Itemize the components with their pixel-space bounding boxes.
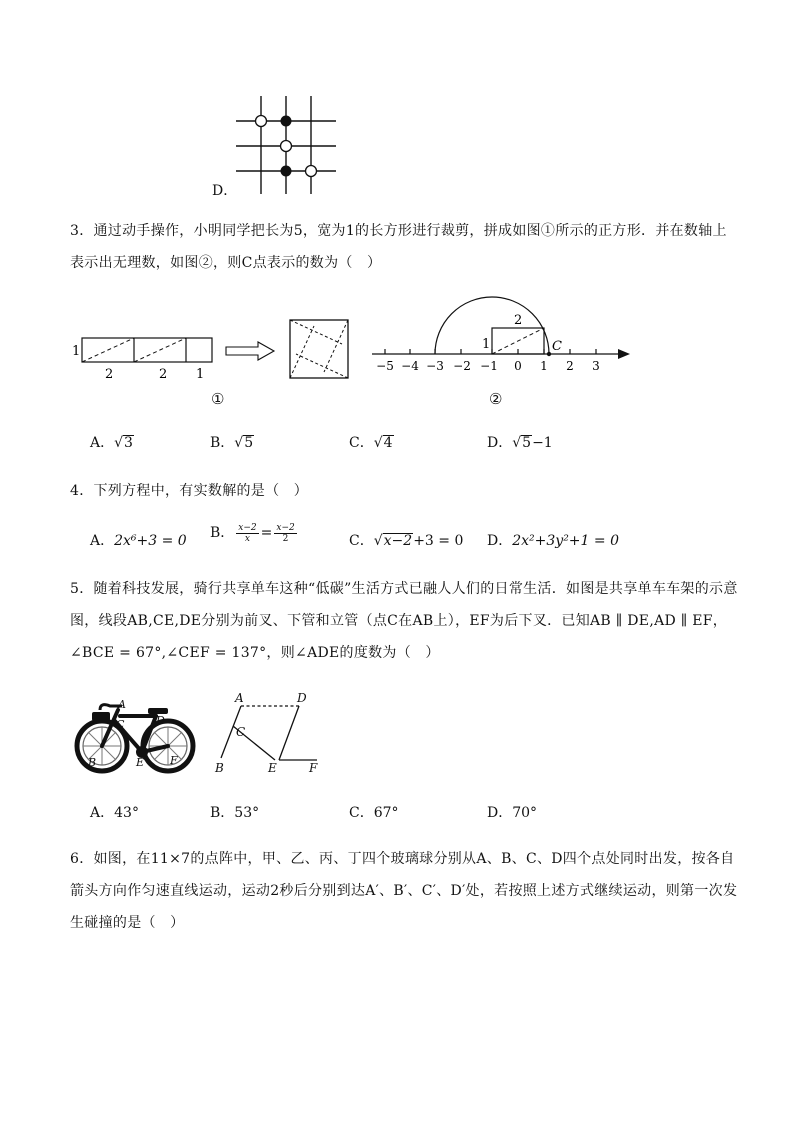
q3-figure-1-square (288, 318, 350, 380)
fraction-numerator: x−2 (276, 522, 295, 533)
q3-stem-line-2: 表示出无理数，如图②，则C点表示的数为（ ） (70, 255, 382, 271)
option-value: 67° (373, 805, 399, 821)
black-stone (281, 166, 292, 177)
q3-option-d[interactable]: D．√5−1 (487, 435, 553, 451)
bike-label-f: F (170, 754, 178, 767)
q4-stem: 4．下列方程中，有实数解的是（ ） (70, 483, 309, 499)
diagram-label-b: B (215, 761, 224, 775)
tick-label: 1 (540, 359, 548, 373)
bicycle-illustration (70, 688, 200, 776)
q5-option-a[interactable] (90, 802, 139, 822)
q6-stem-line-2: 箭头方向作匀速直线运动，运动2秒后分别到达A′、B′、C′、D′处，若按照上述方式继续运动，则第一次发 (70, 883, 738, 899)
option-letter: A． (90, 533, 115, 549)
tick-label: 0 (514, 359, 522, 373)
option-letter: B． (210, 435, 235, 451)
tick-label: 3 (592, 359, 600, 373)
tick-label: −1 (480, 359, 498, 373)
q5-option-c[interactable] (349, 802, 399, 822)
q5-option-d[interactable] (487, 802, 537, 822)
option-letter: C． (349, 533, 374, 549)
bike-label-c: C (116, 718, 125, 731)
transform-arrow-icon (224, 340, 276, 362)
bike-label-d: D (156, 714, 165, 727)
white-stone (281, 141, 292, 152)
q6-stem-line-3: 生碰撞的是（ ） (70, 915, 185, 931)
option-letter: B． (210, 805, 235, 821)
diagram-label-e: E (268, 761, 277, 775)
q4-option-c[interactable]: C．√x−2+3 = 0 (349, 533, 464, 549)
q3-fig1-side-label: 1 (72, 344, 81, 359)
q3-fig2-caption: ② (489, 390, 503, 408)
option-value: 5 (522, 435, 532, 451)
q4-option-d[interactable] (487, 530, 619, 550)
diagram-label-a: A (235, 691, 244, 705)
diagram-label-d: D (297, 691, 307, 705)
q3-fig1-seg-label: 2 (159, 367, 168, 382)
q3-figure-2-number-line (368, 290, 633, 378)
tick-label: −5 (376, 359, 394, 373)
q3-fig1-caption: ① (211, 390, 225, 408)
q3-figure-1-rectangle (68, 328, 218, 388)
diagram-label-c: C (236, 725, 246, 739)
option-equation-tail: +3 = 0 (413, 533, 464, 549)
q6-stem-line-1: 6．如图，在11×7的点阵中，甲、乙、丙、丁四个玻璃球分别从A、B、C、D四个点处同时出发，按各自 (70, 851, 735, 867)
bike-label-b: B (88, 756, 97, 769)
white-stone (256, 116, 267, 127)
option-letter: B． (210, 525, 235, 541)
q3-stem-line-1: 3．通过动手操作，小明同学把长为5，宽为1的长方形进行裁剪，拼成如图①所示的正方形．并在数轴上 (70, 223, 727, 239)
q4-option-b[interactable]: B． $\frac{x-2}{x}$ = $\frac{x-2}{2}$ (210, 522, 295, 544)
q2-option-d-label: D． (212, 183, 238, 199)
option-letter: D． (487, 805, 513, 821)
q5-stem-line-2: 图，线段AB,CE,DE分别为前叉、下管和立管（点C在AB上），EF为后下叉．已知AB ∥ DE,AD ∥ EF， (70, 613, 728, 629)
option-value: 53° (234, 805, 260, 821)
q3-option-a[interactable]: A．√3 (90, 435, 133, 451)
q5-frame-diagram (205, 686, 335, 778)
q5-stem-line-1: 5．随着科技发展，骑行共享单车这种“低碳”生活方式已融人人们的日常生活．如图是共享单车车架的示意 (70, 581, 738, 597)
q2-option-d-grid-figure (228, 92, 343, 197)
option-letter: C． (349, 805, 374, 821)
option-value: 5 (244, 435, 254, 451)
option-equation: 2x⁶+3 = 0 (114, 533, 187, 549)
q3-fig2-point-c: C (552, 339, 562, 354)
tick-label: 2 (566, 359, 574, 373)
option-letter: C． (349, 435, 374, 451)
q3-fig2-rect-label: 1 (482, 337, 491, 352)
fraction-denominator: x (244, 533, 250, 544)
option-value: 70° (512, 805, 538, 821)
q5-stem-line-3: ∠BCE = 67°,∠CEF = 137°，则∠ADE的度数为（ ） (70, 645, 440, 661)
q3-fig2-rect-label: 2 (514, 313, 523, 328)
radicand: x−2 (383, 533, 413, 549)
bike-label-e: E (136, 756, 145, 769)
q3-option-b[interactable]: B．√5 (210, 435, 254, 451)
option-letter: A． (90, 805, 115, 821)
tick-label: −4 (401, 359, 419, 373)
tick-label: −2 (453, 359, 471, 373)
fraction-numerator: x−2 (238, 522, 257, 533)
fraction-denominator: 2 (282, 533, 289, 544)
option-value-tail: −1 (532, 435, 553, 451)
bike-label-a: A (118, 698, 126, 711)
diagram-label-f: F (309, 761, 318, 775)
option-letter: A． (90, 435, 115, 451)
option-value: 3 (124, 435, 133, 451)
option-letter: D． (487, 533, 513, 549)
option-equation: 2x²+3y²+1 = 0 (512, 533, 619, 549)
option-value: 43° (114, 805, 139, 821)
q4-option-a[interactable] (90, 530, 187, 550)
black-stone (281, 116, 292, 127)
tick-label: −3 (426, 359, 444, 373)
option-letter: D． (487, 435, 513, 451)
option-value: 4 (383, 435, 393, 451)
q3-option-c[interactable]: C．√4 (349, 435, 393, 451)
q5-option-b[interactable] (210, 802, 259, 822)
white-stone (306, 166, 317, 177)
q3-fig1-seg-label: 2 (105, 367, 114, 382)
q3-fig1-seg-label: 1 (196, 367, 205, 382)
